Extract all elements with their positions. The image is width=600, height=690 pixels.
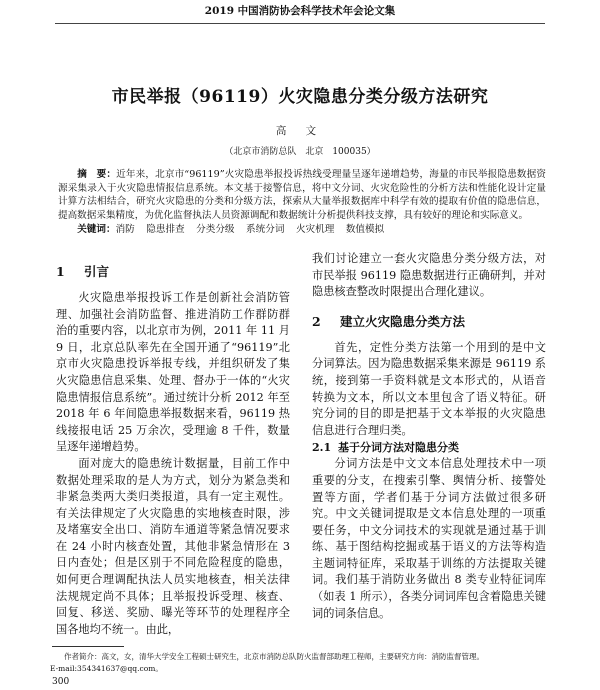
section-number: 2 [312,313,321,329]
keyword: 火灾机理 [295,224,335,236]
body-columns [56,251,546,638]
keyword: 分类分级 [196,224,235,236]
abstract [58,168,546,222]
footnote-rule [52,646,124,647]
keyword: 数值模拟 [345,224,385,236]
left-column [56,251,290,638]
paragraph: 火灾隐患举报投诉工作是创新社会消防管理、加强社会消防监督、推进消防工作群防群治的重要内容，以北京市为例，2011 年 11 月 9 日，北京总队率先在全国开通了“96119”北京市火灾隐患投诉举报专线，并组织研发了集火灾隐患信息采集、处理、督办于一体的“火灾隐患情报信息系统”。通过统计分析 2012 年至 2018 年 6 年间隐患举报数据来看，96119 热线接报电话 25 万余次，受理逾 8 千件，数量呈逐年递增趋势。 [56,290,290,454]
subsection-2-1-heading [312,439,546,456]
section-1-heading [56,263,290,280]
section-title: 建立火灾隐患分类方法 [340,313,466,329]
affiliation: （北京市消防总队 北京 100035） [224,147,376,157]
keyword: 系统分词 [246,224,285,236]
abstract-label: 摘 要： [77,169,117,180]
paragraph-continued: 我们讨论建立一套火灾隐患分类分级方法，对市民举报 96119 隐患数据进行正确研判，并对隐患核查整改时限提出合理化建议。 [312,251,546,299]
abstract-text: 近年来，北京市“96119”火灾隐患举报投诉热线受理量呈逐年递增趋势，海量的市民举报隐患数据资源采集录入于火灾隐患情报信息系统。本文基于接警信息，将中文分词、火灾危险性的分析方法和性能化设计定量计算方法相结合，研究火灾隐患的分类和分级方法，探索从大量举报数据库中科学有效的提取有价值的隐患信息，提高数据采集精度，为优化监督执法人员资源调配和数据统计分析提供科技支撑，具有较好的理论和实际意义。 [58,169,546,221]
running-head: 2019 中国消防协会科学技术年会论文集 [204,5,396,17]
paragraph: 面对庞大的隐患统计数据量，目前工作中数据处理采取的是人为方式，划分为紧急类和非紧急类两大类归类报道，具有一定主观性。有关法律规定了火灾隐患的实地核查时限，涉及堵塞安全出口、消防车通道等紧急情况要求在 24 小时内核查处置，其他非紧急情形在 3 日内查处；但是区别于不同危险程度的隐患，如何更合理调配执法人员实地核查，相关法律法规规定尚不具体；且举报投诉受理、核查、回复、移送、奖励、曝光等环节的处理程序全国各地均不统一。由此， [56,456,290,636]
subsection-title: 基于分词方法对隐患分类 [338,441,459,455]
paper-title: 市民举报（96119）火灾隐患分类分级方法研究 [111,87,489,107]
section-title: 引言 [84,263,110,279]
section-number: 1 [56,263,65,279]
paragraph: 首先，定性分类方法第一个用到的是中文分词算法。因为隐患数据采集来源是 96119 系统，接到第一手资料就是文本形式的，从语音转换为文本，所以文本里包含了语义特征。研究分词的目的即是把基于文本举报的火灾隐患信息进行合理归类。 [312,340,546,437]
author-bio: 作者简介：高文，女，清华大学安全工程硕士研究生，北京市消防总队防火监督部助理工程师，主要研究方向：消防监督管理。 [64,652,484,662]
keywords-label: 关键词： [77,224,116,236]
keyword: 隐患排查 [146,224,185,236]
author: 高 文 [275,125,325,137]
paragraph: 分词方法是中文文本信息处理技术中一项重要的分支，在搜索引擎、舆情分析、接警处置等方面，学者们基于分词方法做过很多研究。中文关键词提取是文本信息处理的一项重要任务，中文分词技术的实现就是通过基于训练、基于图结构挖掘或基于语义的方法等构造主题词特征库，采取基于训练的方法提取关键词。我们基于消防业务做出 8 类专业特征词库（如表 1 所示），各类分词词库包含着隐患关键词的词条信息。 [312,457,546,620]
header-rule [55,23,545,24]
keywords [58,223,546,237]
section-2-heading [312,313,546,330]
author-email: E-mail:354341637@qq.com。 [50,664,163,674]
page-number: 300 [52,677,70,688]
keyword: 消防 [115,224,135,236]
subsection-number: 2.1 [312,441,332,455]
right-column [312,251,546,622]
footnote [50,651,550,675]
